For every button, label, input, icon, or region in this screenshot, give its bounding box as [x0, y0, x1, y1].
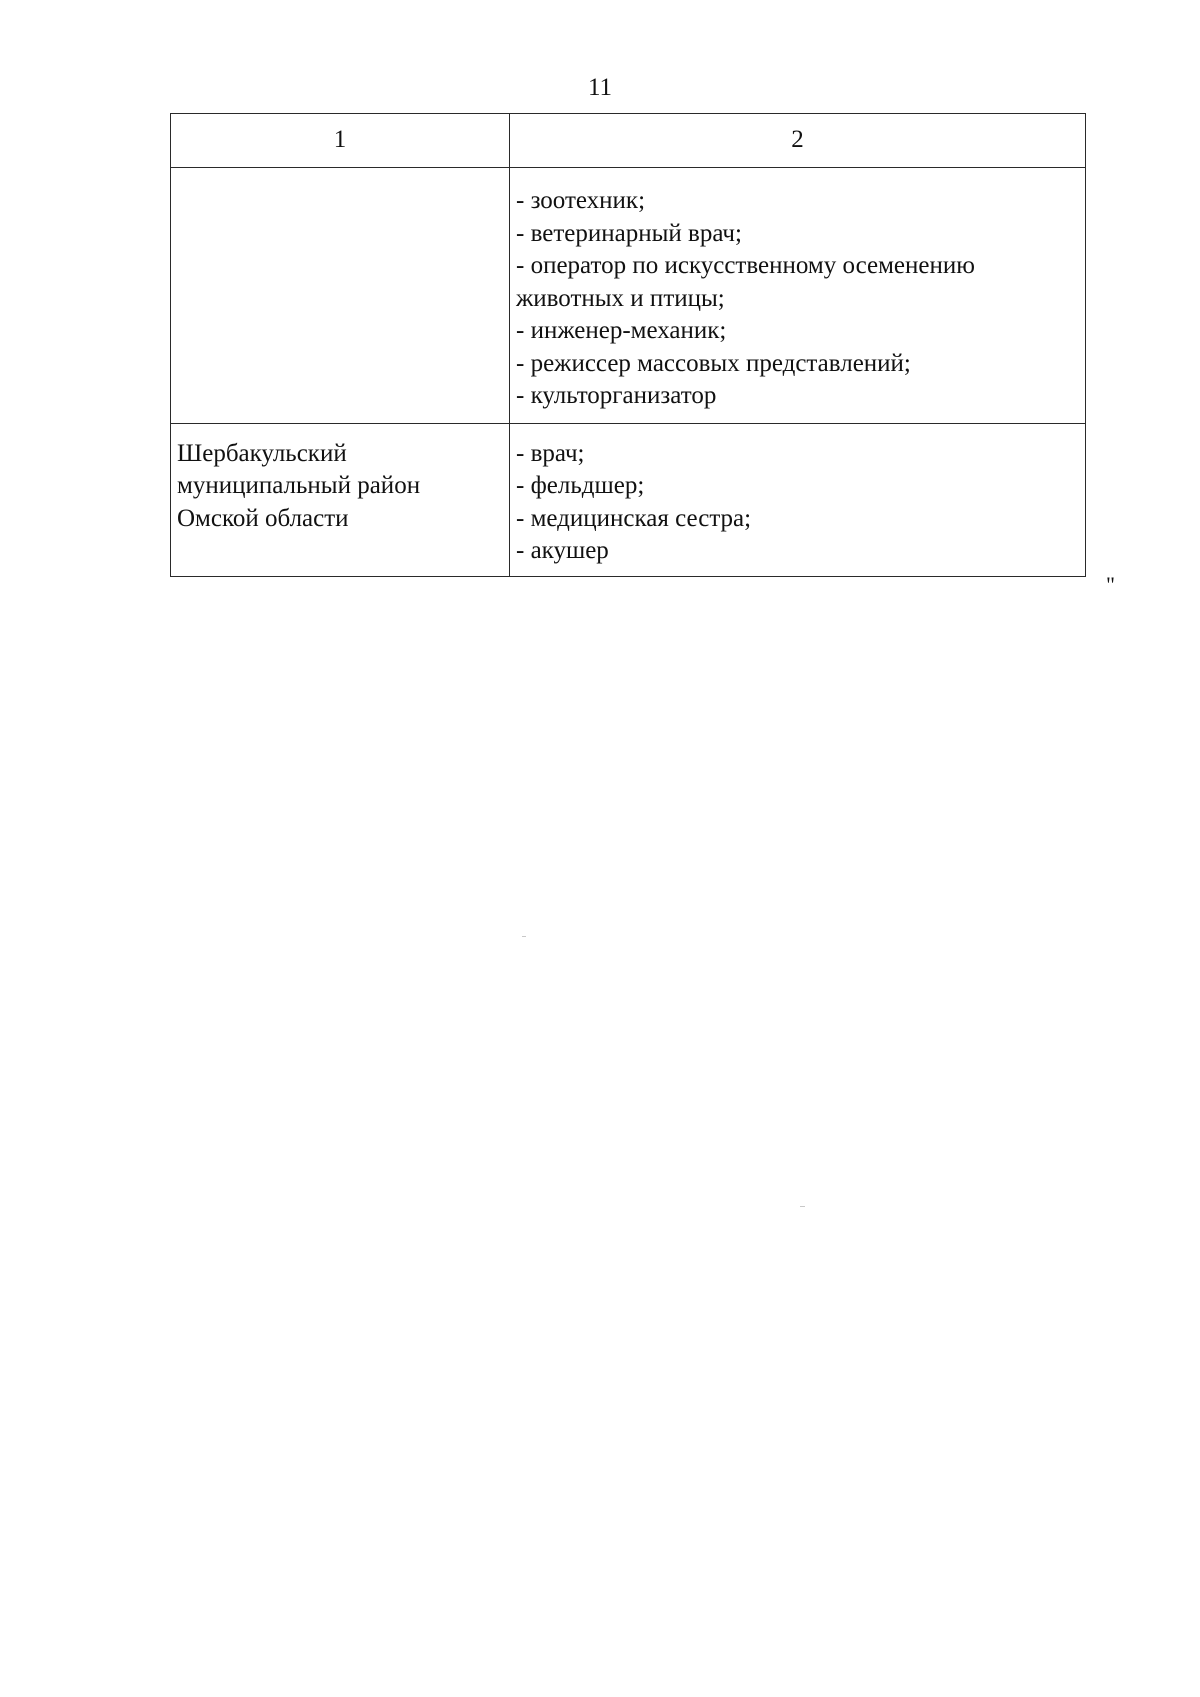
professions-cell — [510, 168, 1086, 424]
profession-item: - ветеринарный врач; — [516, 219, 742, 247]
column-header-1: 1 — [171, 114, 510, 168]
profession-item: - врач; — [516, 439, 585, 467]
specialists-table — [170, 113, 1086, 577]
district-cell — [171, 168, 510, 424]
district-cell — [171, 423, 510, 576]
profession-item: - оператор по искусственному осеменению — [516, 252, 975, 279]
column-header-2: 2 — [510, 114, 1086, 168]
district-name-line: Шербакульский — [177, 439, 347, 467]
district-name-line: Омской области — [177, 504, 349, 532]
profession-item: - культорганизатор — [516, 382, 717, 409]
profession-item: - медицинская сестра; — [516, 504, 752, 532]
profession-item: - зоотехник; — [516, 187, 646, 214]
profession-item: - фельдшер; — [516, 472, 645, 499]
profession-item: - акушер — [516, 537, 609, 564]
table-row — [171, 423, 1086, 576]
page-number: 11 — [587, 74, 613, 101]
closing-quote-mark: " — [1106, 572, 1115, 597]
table-row — [171, 168, 1086, 424]
scan-speck — [800, 1206, 805, 1207]
professions-cell — [510, 423, 1086, 576]
table-header-row — [171, 114, 1086, 168]
district-name-line: муниципальный район — [177, 472, 421, 499]
profession-item: - инженер-механик; — [516, 317, 727, 344]
profession-item: - режиссер массовых представлений; — [516, 349, 911, 377]
scan-speck — [522, 936, 526, 937]
profession-item: животных и птицы; — [516, 284, 725, 312]
